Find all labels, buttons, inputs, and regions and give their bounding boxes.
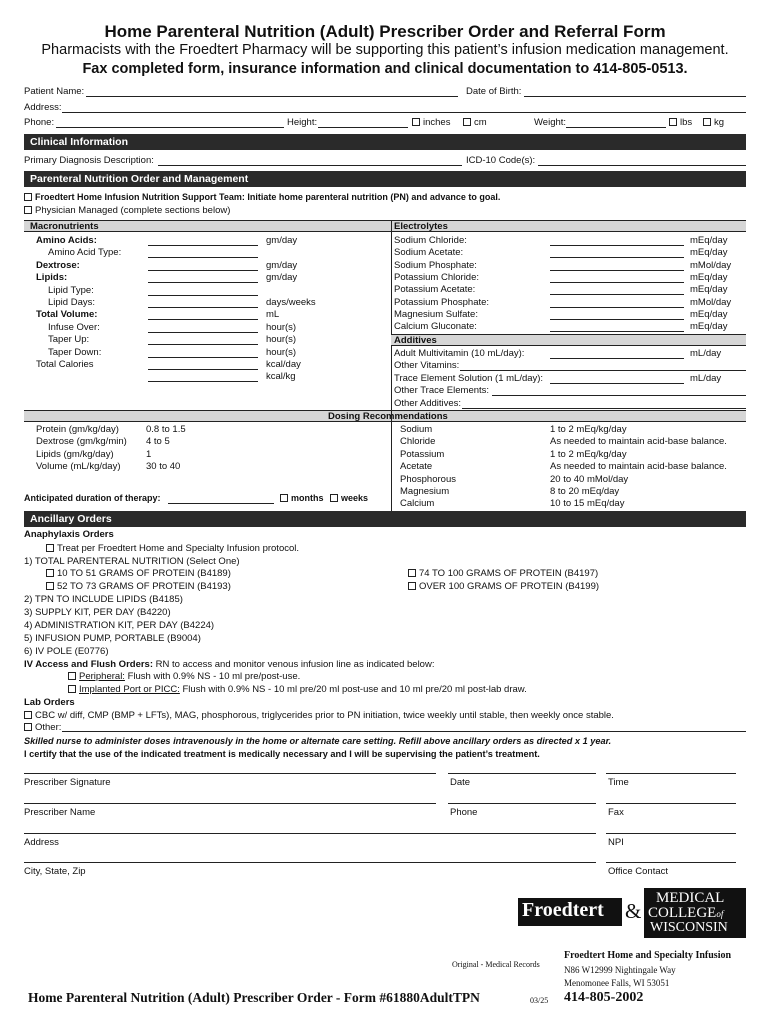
dosing-electrolyte-value: 1 to 2 mEq/kg/day [550,448,627,460]
iv-pole-item: 6) IV POLE (E0776) [24,646,109,657]
tpn-item: 1) TOTAL PARENTERAL NUTRITION (Select One) [24,556,240,567]
implanted-option[interactable] [68,684,527,695]
mcw-of: of [716,909,724,919]
skilled-nurse-statement: Skilled nurse to administer doses intravenously in the home or alternate care setting. Refill above ancillary orders as directed x 1 year. [24,736,612,746]
electrolyte-unit: mEq/day [690,247,728,259]
dosing-electrolyte: Acetate [400,461,433,473]
mcw-wisconsin: WISCONSIN [650,920,728,935]
protein-10-51-checkbox[interactable] [46,569,54,577]
patient-name-field[interactable] [86,96,458,97]
protein-52-73-option[interactable] [46,581,231,592]
macro-field[interactable] [148,369,258,370]
dosing-electrolyte-value: 1 to 2 mEq/kg/day [550,424,627,435]
lab-cbc-label: CBC w/ diff, CMP (BMP + LFTs), MAG, phosphorous, triglycerides prior to PN initiation, twice weekly until stable, then weekly once stable. [35,710,614,721]
macro-label: Lipid Days: [48,297,95,308]
weeks-option[interactable] [330,493,368,503]
protein-74-100-checkbox[interactable] [408,569,416,577]
dosing-nutrient: Volume (mL/kg/day) [36,461,121,473]
implanted-text: Flush with 0.9% NS - 10 ml pre/20 ml post-use and 10 ml pre/20 ml post-lab draw. [182,684,527,695]
pn-team-label: Froedtert Home Infusion Nutrition Support Team: Initiate home parenteral nutrition (PN) and advance to goal. [35,192,501,202]
macro-field[interactable] [148,319,258,320]
mcw-college: COLLEGE [648,905,717,921]
electrolyte-label: Calcium Gluconate: [394,321,477,333]
months-option[interactable] [280,493,324,503]
footer-org: Froedtert Home and Specialty Infusion [564,950,732,961]
address-sig-line[interactable] [24,833,596,834]
pn-nutrition-team-option[interactable] [24,192,500,202]
electrolyte-unit: mEq/day [690,271,728,283]
electrolyte-field[interactable] [550,245,684,246]
weeks-label: weeks [341,493,369,503]
implanted-checkbox[interactable] [68,685,76,693]
iv-access-text: RN to access and monitor venous infusion line as indicated below: [155,659,435,670]
dosing-electrolyte: Phosphorous [400,473,456,485]
form-title: Home Parenteral Nutrition (Adult) Prescriber Order and Referral Form [104,22,666,41]
protein-10-51-label: 10 TO 51 GRAMS OF PROTEIN (B4189) [57,568,231,579]
kg-label: kg [714,117,725,128]
macro-label: Amino Acids: [36,235,97,246]
certification-statement: I certify that the use of the indicated treatment is medically necessary and I will be supervising the patient’s treatment. [24,749,540,759]
dosing-electrolyte: Sodium [400,424,433,435]
lab-cbc-option[interactable] [24,710,614,721]
height-label: Height: [287,117,318,128]
macro-label: Dextrose: [36,259,80,271]
electrolyte-unit: mMol/day [690,259,732,271]
footer-revision: 03/25 [530,996,549,1005]
macro-label: Total Volume: [36,309,98,321]
patient-name-label: Patient Name: [24,86,85,97]
time-line[interactable] [606,773,736,774]
macro-label: Amino Acid Type: [48,247,122,259]
lbs-checkbox[interactable] [669,118,677,126]
peripheral-text: Flush with 0.9% NS - 10 ml pre/post-use. [127,671,301,682]
macro-unit: days/weeks [266,297,316,308]
table-divider [391,220,392,412]
additive-field[interactable] [550,383,684,384]
lab-other-label: Other: [35,722,62,733]
cm-label: cm [474,117,487,128]
dob-field[interactable] [524,96,746,97]
time-label: Time [608,777,629,788]
kg-option[interactable] [703,117,724,128]
macronutrients-heading: Macronutrients [30,221,99,232]
dosing-electrolyte-value: As needed to maintain acid-base balance. [550,461,727,473]
additive-field[interactable] [492,395,746,396]
electrolyte-label: Potassium Acetate: [394,284,476,296]
diagnosis-label: Primary Diagnosis Description: [24,155,154,166]
phone-sig-label: Phone [450,807,478,818]
office-contact-line[interactable] [606,862,736,863]
weeks-checkbox[interactable] [330,494,338,502]
mcw-medical: MEDICAL [656,890,725,906]
infusion-pump-item: 5) INFUSION PUMP, PORTABLE (B9004) [24,633,201,644]
lbs-option[interactable] [669,117,692,128]
electrolyte-field[interactable] [550,294,684,295]
lab-other-option[interactable] [24,722,61,733]
footer-form-title: Home Parenteral Nutrition (Adult) Prescriber Order - Form #61880AdultTPN [28,990,480,1005]
lab-other-checkbox[interactable] [24,723,32,731]
inches-label: inches [423,117,451,128]
macro-unit: gm/day [266,235,298,246]
macro-unit: hour(s) [266,346,297,358]
cm-option[interactable] [463,117,487,128]
macro-field[interactable] [148,295,258,296]
weight-field[interactable] [566,127,666,128]
macro-label: Taper Up: [48,334,90,346]
lab-orders-heading: Lab Orders [24,697,75,708]
address-sig-label: Address [24,837,59,848]
supply-kit-item: 3) SUPPLY KIT, PER DAY (B4220) [24,607,171,618]
iv-access-heading: IV Access and Flush Orders: [24,659,153,670]
additive-field[interactable] [460,370,746,371]
protein-74-100-option[interactable] [408,568,598,579]
address-label: Address: [24,102,62,113]
prescriber-name-line[interactable] [24,803,436,804]
macro-field[interactable] [148,332,258,333]
electrolyte-label: Sodium Acetate: [394,247,464,259]
protein-over-100-option[interactable] [408,581,599,592]
duration-label: Anticipated duration of therapy: [24,493,161,503]
physician-managed-label: Physician Managed (complete sections below) [35,205,231,216]
additive-label: Adult Multivitamin (10 mL/day): [394,348,525,359]
protein-over-100-checkbox[interactable] [408,582,416,590]
lbs-label: lbs [680,117,693,128]
electrolyte-unit: mMol/day [690,296,732,308]
dosing-electrolyte-value: As needed to maintain acid-base balance. [550,436,727,448]
peripheral-label: Peripheral: [79,671,125,682]
dosing-electrolyte-value: 10 to 15 mEq/day [550,498,625,510]
fax-label: Fax [608,807,624,818]
dosing-electrolyte: Potassium [400,448,445,460]
froedtert-wordmark: Froedtert [522,899,604,921]
additive-label: Other Trace Elements: [394,385,490,397]
additive-field[interactable] [550,358,684,359]
dosing-electrolyte-value: 8 to 20 mEq/day [550,486,620,497]
physician-managed-option[interactable] [24,205,230,216]
macro-unit: gm/day [266,259,298,271]
dosing-electrolyte: Calcium [400,498,435,510]
additive-label: Other Vitamins: [394,360,460,372]
protein-over-100-label: OVER 100 GRAMS OF PROTEIN (B4199) [419,581,600,592]
electrolyte-label: Sodium Chloride: [394,235,467,246]
physician-managed-checkbox[interactable] [24,206,32,214]
electrolyte-field[interactable] [550,319,684,320]
additive-unit: mL/day [690,348,722,359]
cm-checkbox[interactable] [463,118,471,126]
macro-field[interactable] [148,381,258,382]
city-line[interactable] [24,862,596,863]
macro-electro-header-bar [24,220,746,232]
macro-field[interactable] [148,357,258,358]
protein-74-100-label: 74 TO 100 GRAMS OF PROTEIN (B4197) [419,568,599,579]
weight-label: Weight: [534,117,567,128]
kg-checkbox[interactable] [703,118,711,126]
dosing-nutrient: Lipids (gm/kg/day) [36,448,114,460]
macro-unit: hour(s) [266,321,297,333]
electrolyte-label: Potassium Chloride: [394,271,480,283]
logo-ampersand: & [625,899,642,923]
electrolyte-field[interactable] [550,307,684,308]
protein-52-73-checkbox[interactable] [46,582,54,590]
dob-label: Date of Birth: [466,86,522,97]
anaphylaxis-label: Treat per Froedtert Home and Specialty Infusion protocol. [57,543,300,554]
iv-access-line [24,659,434,670]
clinical-info-header: Clinical Information [24,134,746,150]
protein-52-73-label: 52 TO 73 GRAMS OF PROTEIN (B4193) [57,581,231,592]
office-contact-label: Office Contact [608,866,669,877]
phone-line[interactable] [448,803,596,804]
peripheral-checkbox[interactable] [68,672,76,680]
pn-order-header: Parenteral Nutrition Order and Management [24,171,746,187]
months-checkbox[interactable] [280,494,288,502]
electrolyte-unit: mEq/day [690,321,728,333]
macro-unit: kcal/day [266,359,301,370]
macro-unit: hour(s) [266,334,297,346]
footer-phone: 414-805-2002 [564,990,644,1005]
additive-field[interactable] [462,408,746,409]
fax-line[interactable] [606,803,736,804]
date-label: Date [450,777,471,788]
macro-field[interactable] [148,245,258,246]
electrolyte-unit: mEq/day [690,308,728,320]
macro-unit: gm/day [266,272,298,284]
height-field[interactable] [318,127,408,128]
footer-addr2: Menomonee Falls, WI 53051 [564,978,670,988]
fax-instruction: Fax completed form, insurance information and clinical documentation to 414-805-0513. [82,61,688,77]
address-field[interactable] [62,112,746,113]
phone-label: Phone: [24,117,55,128]
dosing-value: 1 [146,448,152,460]
electrolyte-field[interactable] [550,270,684,271]
dosing-value: 4 to 5 [146,436,170,448]
admin-kit-item: 4) ADMINISTRATION KIT, PER DAY (B4224) [24,620,215,631]
pn-team-checkbox[interactable] [24,193,32,201]
dosing-heading: Dosing Recommendations [328,411,448,422]
additive-label: Other Additives: [394,397,462,409]
electrolyte-label: Sodium Phosphate: [394,259,477,271]
anaphylaxis-heading: Anaphylaxis Orders [24,529,114,540]
anaphylaxis-checkbox[interactable] [46,544,54,552]
dosing-electrolyte: Chloride [400,436,436,448]
city-label: City, State, Zip [24,866,86,877]
duration-field[interactable] [168,503,274,504]
macro-field[interactable] [148,282,258,283]
prescriber-name-label: Prescriber Name [24,807,96,818]
macro-label: Total Calories [36,359,94,370]
peripheral-option[interactable] [68,671,300,682]
additive-unit: mL/day [690,372,722,384]
dosing-nutrient: Dextrose (gm/kg/min) [36,436,127,448]
dosing-value: 30 to 40 [146,461,181,473]
macro-unit: mL [266,309,280,321]
macro-unit: kcal/kg [266,371,296,383]
electrolyte-field[interactable] [550,331,684,332]
original-records: Original - Medical Records [452,960,540,969]
ancillary-orders-header: Ancillary Orders [24,511,746,527]
froedtert-mcw-logo [518,886,746,940]
npi-line[interactable] [606,833,736,834]
electrolyte-field[interactable] [550,282,684,283]
phone-field[interactable] [56,127,284,128]
dosing-electrolyte-value: 20 to 40 mMol/day [550,473,629,485]
lab-cbc-checkbox[interactable] [24,711,32,719]
dosing-divider [391,410,392,511]
macro-field[interactable] [148,344,258,345]
macro-label: Lipids: [36,272,68,284]
macro-label: Taper Down: [48,346,102,358]
anaphylaxis-option[interactable] [46,543,299,554]
lipids-item: 2) TPN TO INCLUDE LIPIDS (B4185) [24,594,183,605]
electrolyte-field[interactable] [550,257,684,258]
signature-line[interactable] [24,773,436,774]
diagnosis-field[interactable] [158,165,462,166]
footer-addr1: N86 W12999 Nightingale Way [564,965,676,975]
electrolyte-unit: mEq/day [690,284,728,296]
electrolyte-unit: mEq/day [690,235,728,246]
electrolyte-label: Potassium Phosphate: [394,296,490,308]
months-label: months [291,493,324,503]
inches-checkbox[interactable] [412,118,420,126]
icd-label: ICD-10 Code(s): [466,155,536,166]
icd-field[interactable] [538,165,746,166]
dosing-electrolyte: Magnesium [400,486,450,497]
electrolytes-heading: Electrolytes [394,221,448,232]
protein-10-51-option[interactable] [46,568,231,579]
form-subtitle: Pharmacists with the Froedtert Pharmacy will be supporting this patient’s infusion medication management. [41,42,729,58]
npi-label: NPI [608,837,624,848]
implanted-label: Implanted Port or PICC: [79,684,180,695]
additives-header-bar [391,334,746,346]
macro-label: Lipid Type: [48,284,94,296]
additive-label: Trace Element Solution (1 mL/day): [394,372,544,384]
macro-field[interactable] [148,307,258,308]
inches-option[interactable] [412,117,450,128]
dosing-value: 0.8 to 1.5 [146,424,186,435]
macro-field[interactable] [148,270,258,271]
electrolyte-label: Magnesium Sulfate: [394,308,478,320]
additives-heading: Additives [394,335,437,346]
dosing-nutrient: Protein (gm/kg/day) [36,424,119,435]
macro-label: Infuse Over: [48,321,100,333]
signature-label: Prescriber Signature [24,777,111,788]
date-line[interactable] [448,773,596,774]
lab-other-field[interactable] [62,731,746,732]
macro-field[interactable] [148,257,258,258]
